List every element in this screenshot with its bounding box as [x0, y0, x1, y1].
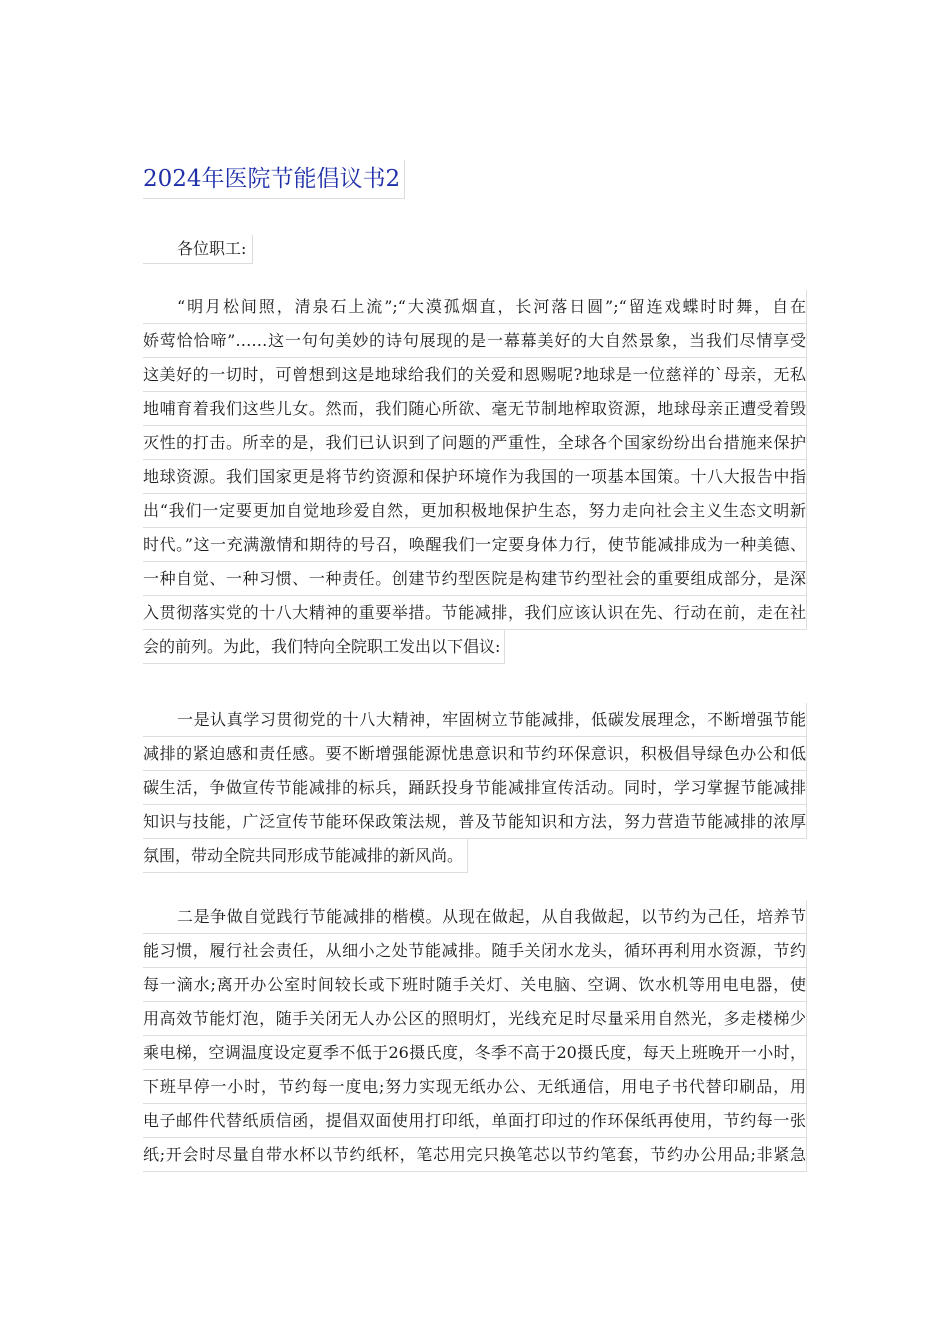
- text-line: 二是争做自觉践行节能减排的楷模。从现在做起，从自我做起，以节约为己任，培养节: [143, 900, 807, 934]
- text-line: 下班早停一小时，节约每一度电;努力实现无纸办公、无纸通信，用电子书代替印刷品，用: [143, 1070, 807, 1104]
- text-line: 一种自觉、一种习惯、一种责任。创建节约型医院是构建节约型社会的重要组成部分，是深: [143, 562, 807, 596]
- text-line: 时代。”这一充满激情和期待的号召，唤醒我们一定要身体力行，使节能减排成为一种美德、: [143, 528, 807, 562]
- text-line: 娇莺恰恰啼”……这一句句美妙的诗句展现的是一幕幕美好的大自然景象，当我们尽情享受: [143, 324, 807, 358]
- text-line: 每一滴水;离开办公室时间较长或下班时随手关灯、关电脑、空调、饮水机等用电电器，使: [143, 968, 807, 1002]
- text-line: 这美好的一切时，可曾想到这是地球给我们的关爱和恩赐呢?地球是一位慈祥的`母亲，无私: [143, 358, 807, 392]
- text-line: 碳生活，争做宣传节能减排的标兵，踊跃投身节能减排宣传活动。同时，学习掌握节能减排: [143, 771, 807, 805]
- text-line: 氛围，带动全院共同形成节能减排的新风尚。: [143, 839, 468, 873]
- text-line: 纸;开会时尽量自带水杯以节约纸杯，笔芯用完只换笔芯以节约笔套，节约办公用品;非紧急: [143, 1138, 807, 1172]
- text-line: 能习惯，履行社会责任，从细小之处节能减排。随手关闭水龙头，循环再利用水资源，节约: [143, 934, 807, 968]
- text-line: 用高效节能灯泡，随手关闭无人办公区的照明灯，光线充足时尽量采用自然光，多走楼梯少: [143, 1002, 807, 1036]
- text-line: 入贯彻落实党的十八大精神的重要举措。节能减排，我们应该认识在先、行动在前，走在社: [143, 596, 807, 630]
- text-line: 出“我们一定要更加自觉地珍爱自然，更加积极地保护生态，努力走向社会主义生态文明新: [143, 494, 807, 528]
- greeting: 各位职工:: [143, 235, 253, 264]
- text-line: 灭性的打击。所幸的是，我们已认识到了问题的严重性，全球各个国家纷纷出台措施来保护: [143, 426, 807, 460]
- text-line: “明月松间照，清泉石上流”;“大漠孤烟直，长河落日圆”;“留连戏蝶时时舞，自在: [143, 290, 807, 324]
- document-title: 2024年医院节能倡议书2: [143, 160, 405, 199]
- text-line: 会的前列。为此，我们特向全院职工发出以下倡议:: [143, 630, 505, 664]
- text-line: 减排的紧迫感和责任感。要不断增强能源忧患意识和节约环保意识，积极倡导绿色办公和低: [143, 737, 807, 771]
- text-line: 一是认真学习贯彻党的十八大精神，牢固树立节能减排，低碳发展理念，不断增强节能: [143, 703, 807, 737]
- text-line: 地球资源。我们国家更是将节约资源和保护环境作为我国的一项基本国策。十八大报告中指: [143, 460, 807, 494]
- text-line: 电子邮件代替纸质信函，提倡双面使用打印纸，单面打印过的作环保纸再使用，节约每一张: [143, 1104, 807, 1138]
- paragraph-2: [143, 703, 807, 877]
- paragraph-1: [143, 290, 807, 668]
- text-line: 乘电梯，空调温度设定夏季不低于26摄氏度，冬季不高于20摄氏度，每天上班晚开一小时，: [143, 1036, 807, 1070]
- text-line: 地哺育着我们这些儿女。然而，我们随心所欲、毫无节制地榨取资源，地球母亲正遭受着毁: [143, 392, 807, 426]
- paragraph-3: [143, 900, 807, 1172]
- text-line: 知识与技能，广泛宣传节能环保政策法规，普及节能知识和方法，努力营造节能减排的浓厚: [143, 805, 807, 839]
